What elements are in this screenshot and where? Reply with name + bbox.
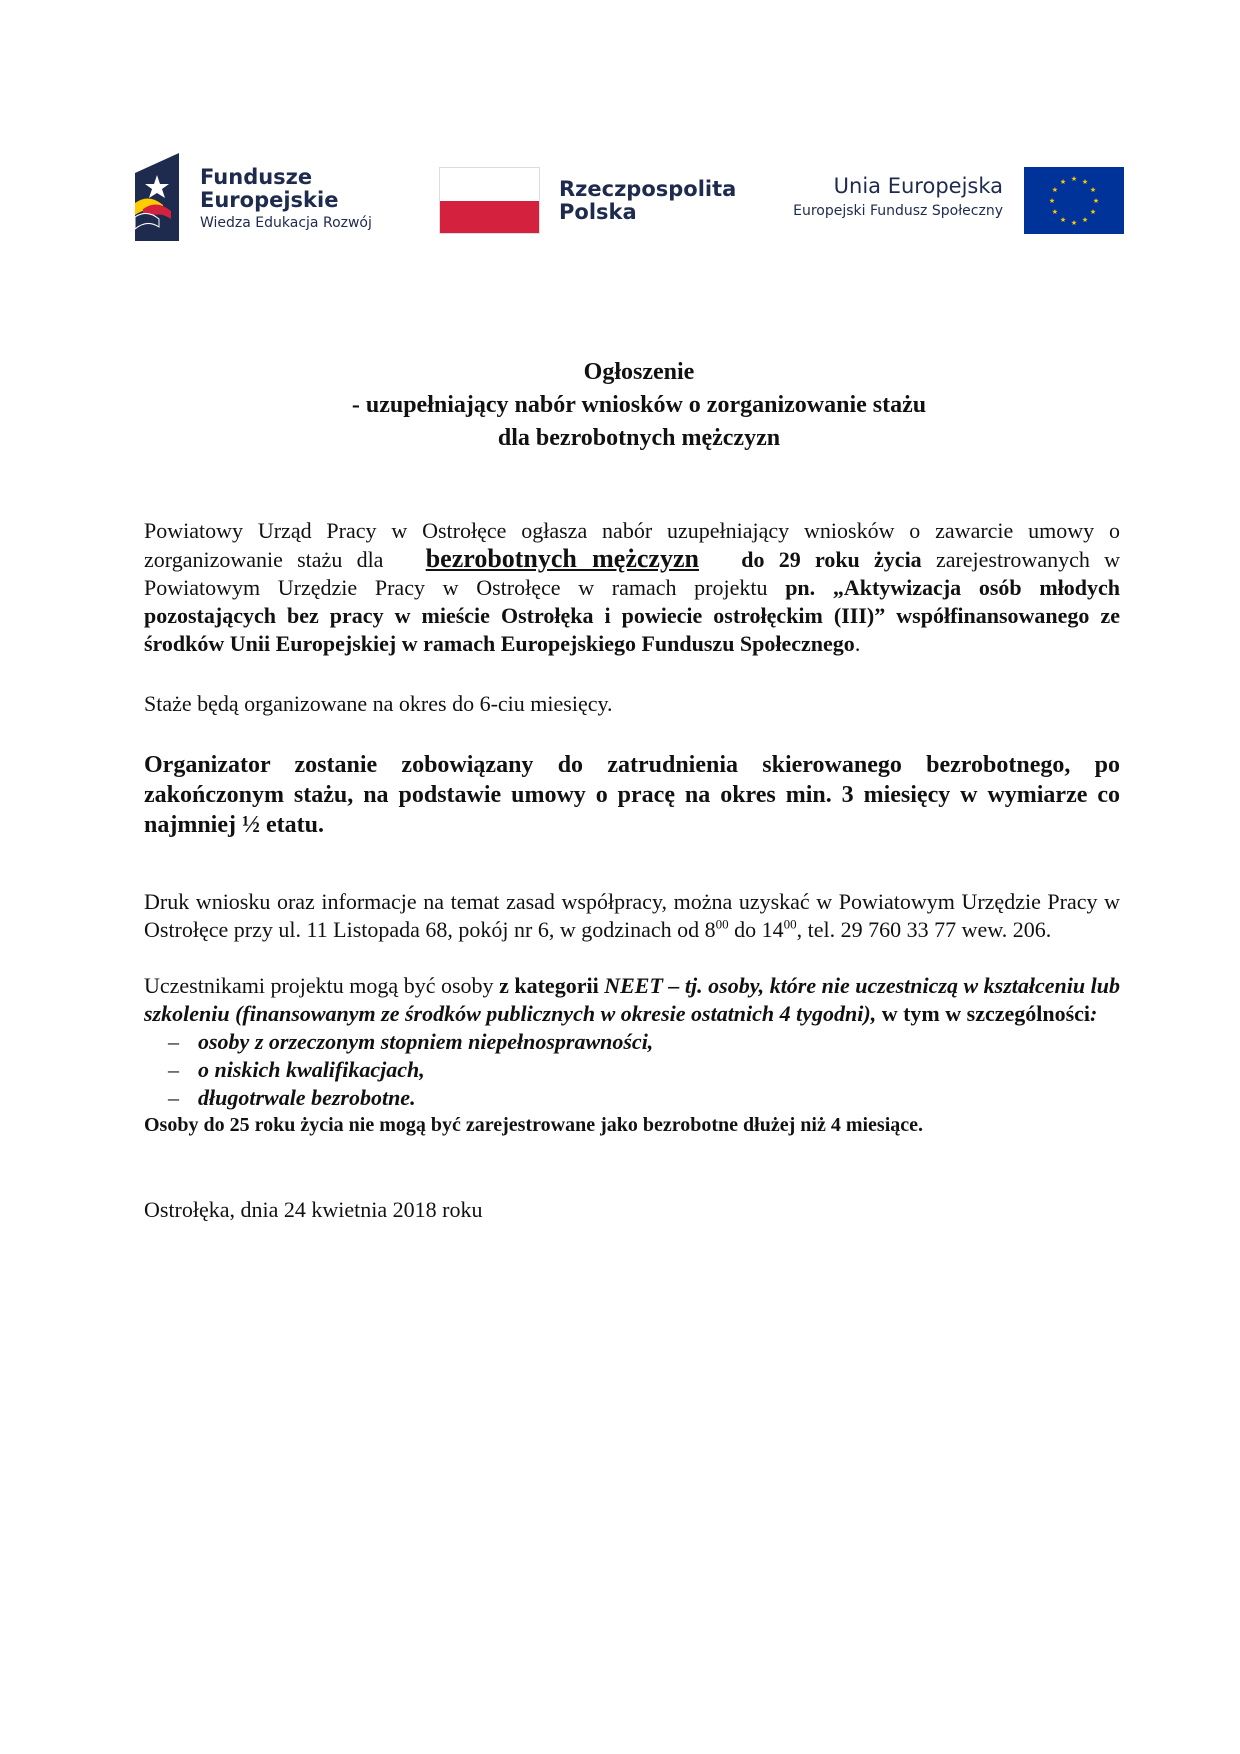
title-line3: dla bezrobotnych mężczyzn xyxy=(497,425,781,451)
eu-flag-icon xyxy=(1024,167,1124,234)
paragraph-registration-limit: Osoby do 25 roku życia nie mogą być zarejestrowane jako bezrobotne dłużej niż 4 miesiące. xyxy=(144,1114,924,1136)
intro-end: . xyxy=(854,631,861,656)
participants-list xyxy=(144,1028,1120,1112)
paragraph-intro xyxy=(144,517,1120,658)
contact-sup2: 00 xyxy=(783,916,797,932)
paragraph-obligation: Organizator zostanie zobowiązany do zatrudnienia skierowanego bezrobotnego, po zakończonym stażu, na podstawie umowy o pracę na okres min. 3 miesięcy w wymiarze co najmniej ½ etatu. xyxy=(144,752,1120,838)
dash-icon: – xyxy=(168,1029,179,1054)
eu-star-icon: ★ xyxy=(1070,219,1078,227)
unia-europejska-logo-text xyxy=(760,174,1003,221)
polish-flag-icon xyxy=(439,167,540,234)
eu-star-icon: ★ xyxy=(1051,186,1059,194)
contact-text2: do 14 xyxy=(728,917,784,942)
date-line: Ostrołęka, dnia 24 kwietnia 2018 roku xyxy=(144,1197,483,1222)
eu-star-icon: ★ xyxy=(1092,197,1100,205)
fe-line2: Europejskie xyxy=(200,188,339,212)
header-logos xyxy=(0,0,1240,260)
page-title xyxy=(158,356,1120,455)
intro-text1: Powiatowy Urząd Pracy w Ostrołęce ogłasza nabór uzupełniający wniosków o zawarcie umowy o zorganizowanie stażu dla xyxy=(144,518,1120,572)
fe-line1: Fundusze xyxy=(200,165,313,189)
title-line1: Ogłoszenie xyxy=(583,359,695,385)
eu-star-icon: ★ xyxy=(1089,208,1097,216)
fe-line3: Wiedza Edukacja Rozwój xyxy=(200,215,372,231)
participants-text1: Uczestnikami projektu mogą być osoby xyxy=(144,973,500,998)
paragraph-contact xyxy=(144,888,1120,944)
list-item-text: o niskich kwalifikacjach, xyxy=(198,1057,425,1082)
intro-project: pn. „Aktywizacja osób młodych pozostających bez pracy w mieście Ostrołęka i powiecie ostrołęckim (III)” współfinansowanego ze środków Unii Europejskiej w ramach Europejskiego Funduszu Społecznego xyxy=(144,575,1120,656)
eu-star-icon: ★ xyxy=(1059,177,1067,186)
contact-text1: Druk wniosku oraz informacje na temat zasad współpracy, można uzyskać w Powiatowym Urzędzie Pracy w Ostrołęce przy ul. 11 Listopada 68, pokój nr 6, w godzinach od 8 xyxy=(144,889,1120,942)
paragraph-duration: Staże będą organizowane na okres do 6-ciu miesięcy. xyxy=(144,691,613,716)
list-item xyxy=(168,1056,1120,1084)
list-item-text: osoby z orzeczonym stopniem niepełnosprawności, xyxy=(198,1029,654,1054)
list-item xyxy=(168,1028,1120,1056)
contact-sup1: 00 xyxy=(715,916,729,932)
participants-colon: : xyxy=(1090,1001,1098,1026)
intro-highlight: bezrobotnych mężczyzn xyxy=(425,544,699,573)
ue-line1: Unia Europejska xyxy=(833,174,1003,198)
list-item-text: długotrwale bezrobotne. xyxy=(198,1085,416,1110)
title-line2: - uzupełniający nabór wniosków o zorganizowanie stażu xyxy=(351,392,927,418)
list-item xyxy=(168,1084,1120,1112)
ue-line2: Europejski Fundusz Społeczny xyxy=(793,203,1003,219)
fundusze-europejskie-logo-icon xyxy=(135,153,179,241)
eu-star-icon: ★ xyxy=(1081,177,1089,186)
participants-bold1: z kategorii xyxy=(499,973,599,998)
dash-icon: – xyxy=(168,1057,179,1082)
dash-icon: – xyxy=(168,1085,179,1110)
eu-star-icon: ★ xyxy=(1051,208,1059,216)
rzeczpospolita-logo-text xyxy=(559,178,736,224)
rp-line2: Polska xyxy=(559,200,637,224)
eu-star-icon: ★ xyxy=(1059,216,1067,225)
rp-line1: Rzeczpospolita xyxy=(559,177,737,201)
eu-star-icon: ★ xyxy=(1089,186,1097,194)
participants-bold2: w tym w szczególności xyxy=(876,1001,1091,1026)
fundusze-europejskie-logo-text xyxy=(200,166,372,233)
intro-age: do 29 roku życia xyxy=(741,547,922,572)
eu-star-icon: ★ xyxy=(1070,175,1078,183)
announcement-document xyxy=(144,356,1120,1224)
eu-star-icon: ★ xyxy=(1081,216,1089,225)
intro-text2: zarejestrowanych w Powiatowym Urzędzie Pracy w Ostrołęce w ramach projektu xyxy=(144,547,1120,600)
contact-text3: , tel. 29 760 33 77 wew. 206. xyxy=(796,917,1052,942)
paragraph-participants xyxy=(144,972,1120,1028)
participants-neet: NEET – tj. osoby, które nie uczestniczą w kształceniu lub szkoleniu (finansowanym ze środków publicznych w okresie ostatnich 4 tygodni), xyxy=(144,973,1120,1026)
eu-star-icon: ★ xyxy=(1048,197,1056,205)
